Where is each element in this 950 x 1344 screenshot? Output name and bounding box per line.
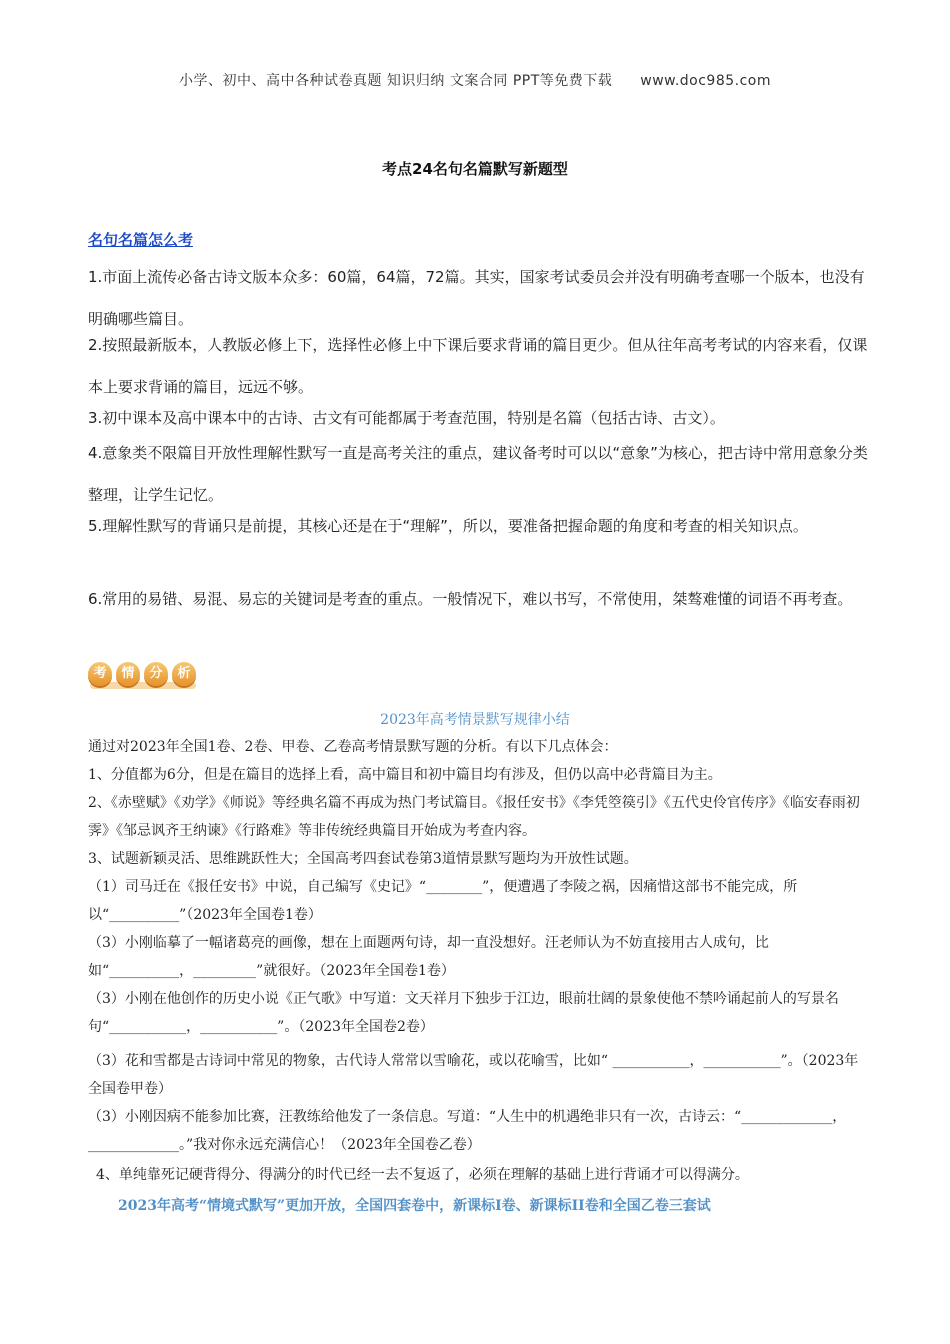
badge-char: 情 <box>116 662 140 686</box>
question-4: （3）花和雪都是古诗词中常见的物象，古代诗人常常以雪喻花，或以花喻雪，比如“ ___________，___________”。（2023年全国卷甲卷） <box>88 1053 859 1097</box>
badge-char: 考 <box>88 662 112 686</box>
question-1: （1）司马迁在《报任安书》中说，自己编写《史记》“________”，便遭遇了李陵之祸，因痛惜这部书不能完成，所以“__________”（2023年全国卷1卷） <box>88 879 798 923</box>
question-2: （3）小刚临摹了一幅诸葛亮的画像，想在上面题两句诗，却一直没想好。汪老师认为不妨直接用古人成句，比如“__________，_________”就很好。（2023年全国卷1卷） <box>88 935 769 979</box>
analysis-point-1: 1、分值都为6分，但是在篇目的选择上看，高中篇目和初中篇目均有涉及，但仍以高中必背篇目为主。 <box>88 767 722 783</box>
section-link[interactable]: 名句名篇怎么考 <box>88 231 194 249</box>
badge-char: 析 <box>172 662 196 686</box>
question-5: （3）小刚因病不能参加比赛，汪教练给他发了一条信息。写道：“人生中的机遇绝非只有一次，古诗云：“_____________，_____________。”我对你永远充满信心！（2023年全国卷乙卷） <box>88 1109 847 1153</box>
header-url[interactable]: www.doc985.com <box>640 73 772 89</box>
point-4: 4.意象类不限篇目开放性理解性默写一直是高考关注的重点，建议备考时可以以“意象”为核心，把古诗中常用意象分类整理，让学生记忆。 <box>88 444 868 504</box>
point-5: 5.理解性默写的背诵只是前提，其核心还是在于“理解”，所以，要准备把握命题的角度和考查的相关知识点。 <box>88 517 808 535</box>
point-3: 3.初中课本及高中课本中的古诗、古文有可能都属于考查范围，特别是名篇（包括古诗、古文）。 <box>88 409 725 427</box>
analysis-intro: 通过对2023年全国1卷、2卷、甲卷、乙卷高考情景默写题的分析。有以下几点体会： <box>88 739 618 755</box>
header-text: 小学、初中、高中各种试卷真题 知识归纳 文案合同 PPT等免费下载 <box>178 73 613 89</box>
analysis-subtitle: 2023年高考情景默写规律小结 <box>380 712 570 728</box>
analysis-point-4: 4、单纯靠死记硬背得分、得满分的时代已经一去不复返了，必须在理解的基础上进行背诵才可以得满分。 <box>96 1167 749 1183</box>
analysis-bottom-note: 2023年高考“情境式默写”更加开放，全国四套卷中，新课标Ⅰ卷、新课标II卷和全国乙卷三套试 <box>118 1198 711 1214</box>
page-title: 考点24名句名篇默写新题型 <box>382 160 568 178</box>
badge-char: 分 <box>144 662 168 686</box>
point-1: 1.市面上流传必备古诗文版本众多：60篇，64篇，72篇。其实，国家考试委员会并没有明确考查哪一个版本，也没有明确哪些篇目。 <box>88 268 865 328</box>
point-2: 2.按照最新版本，人教版必修上下，选择性必修上中下课后要求背诵的篇目更少。但从往年高考考试的内容来看，仅课本上要求背诵的篇目，远远不够。 <box>88 336 868 396</box>
analysis-badge <box>88 662 198 692</box>
question-3: （3）小刚在他创作的历史小说《正气歌》中写道：文天祥月下独步于江边，眼前壮阔的景象使他不禁吟诵起前人的写景名句“___________，___________”。（2023年全国卷2卷） <box>88 991 839 1035</box>
analysis-point-3: 3、试题新颖灵活、思维跳跃性大；全国高考四套试卷第3道情景默写题均为开放性试题。 <box>88 851 638 867</box>
point-6: 6.常用的易错、易混、易忘的关键词是考查的重点。一般情况下，难以书写，不常使用，桀骜难懂的词语不再考查。 <box>88 590 853 608</box>
site-header <box>0 70 950 90</box>
analysis-point-2: 2、《赤壁赋》《劝学》《师说》等经典名篇不再成为热门考试篇目。《报任安书》《李凭箜篌引》《五代史伶官传序》《临安春雨初霁》《邹忌讽齐王纳谏》《行路难》等非传统经典篇目开始成为考查内容。 <box>88 795 860 839</box>
